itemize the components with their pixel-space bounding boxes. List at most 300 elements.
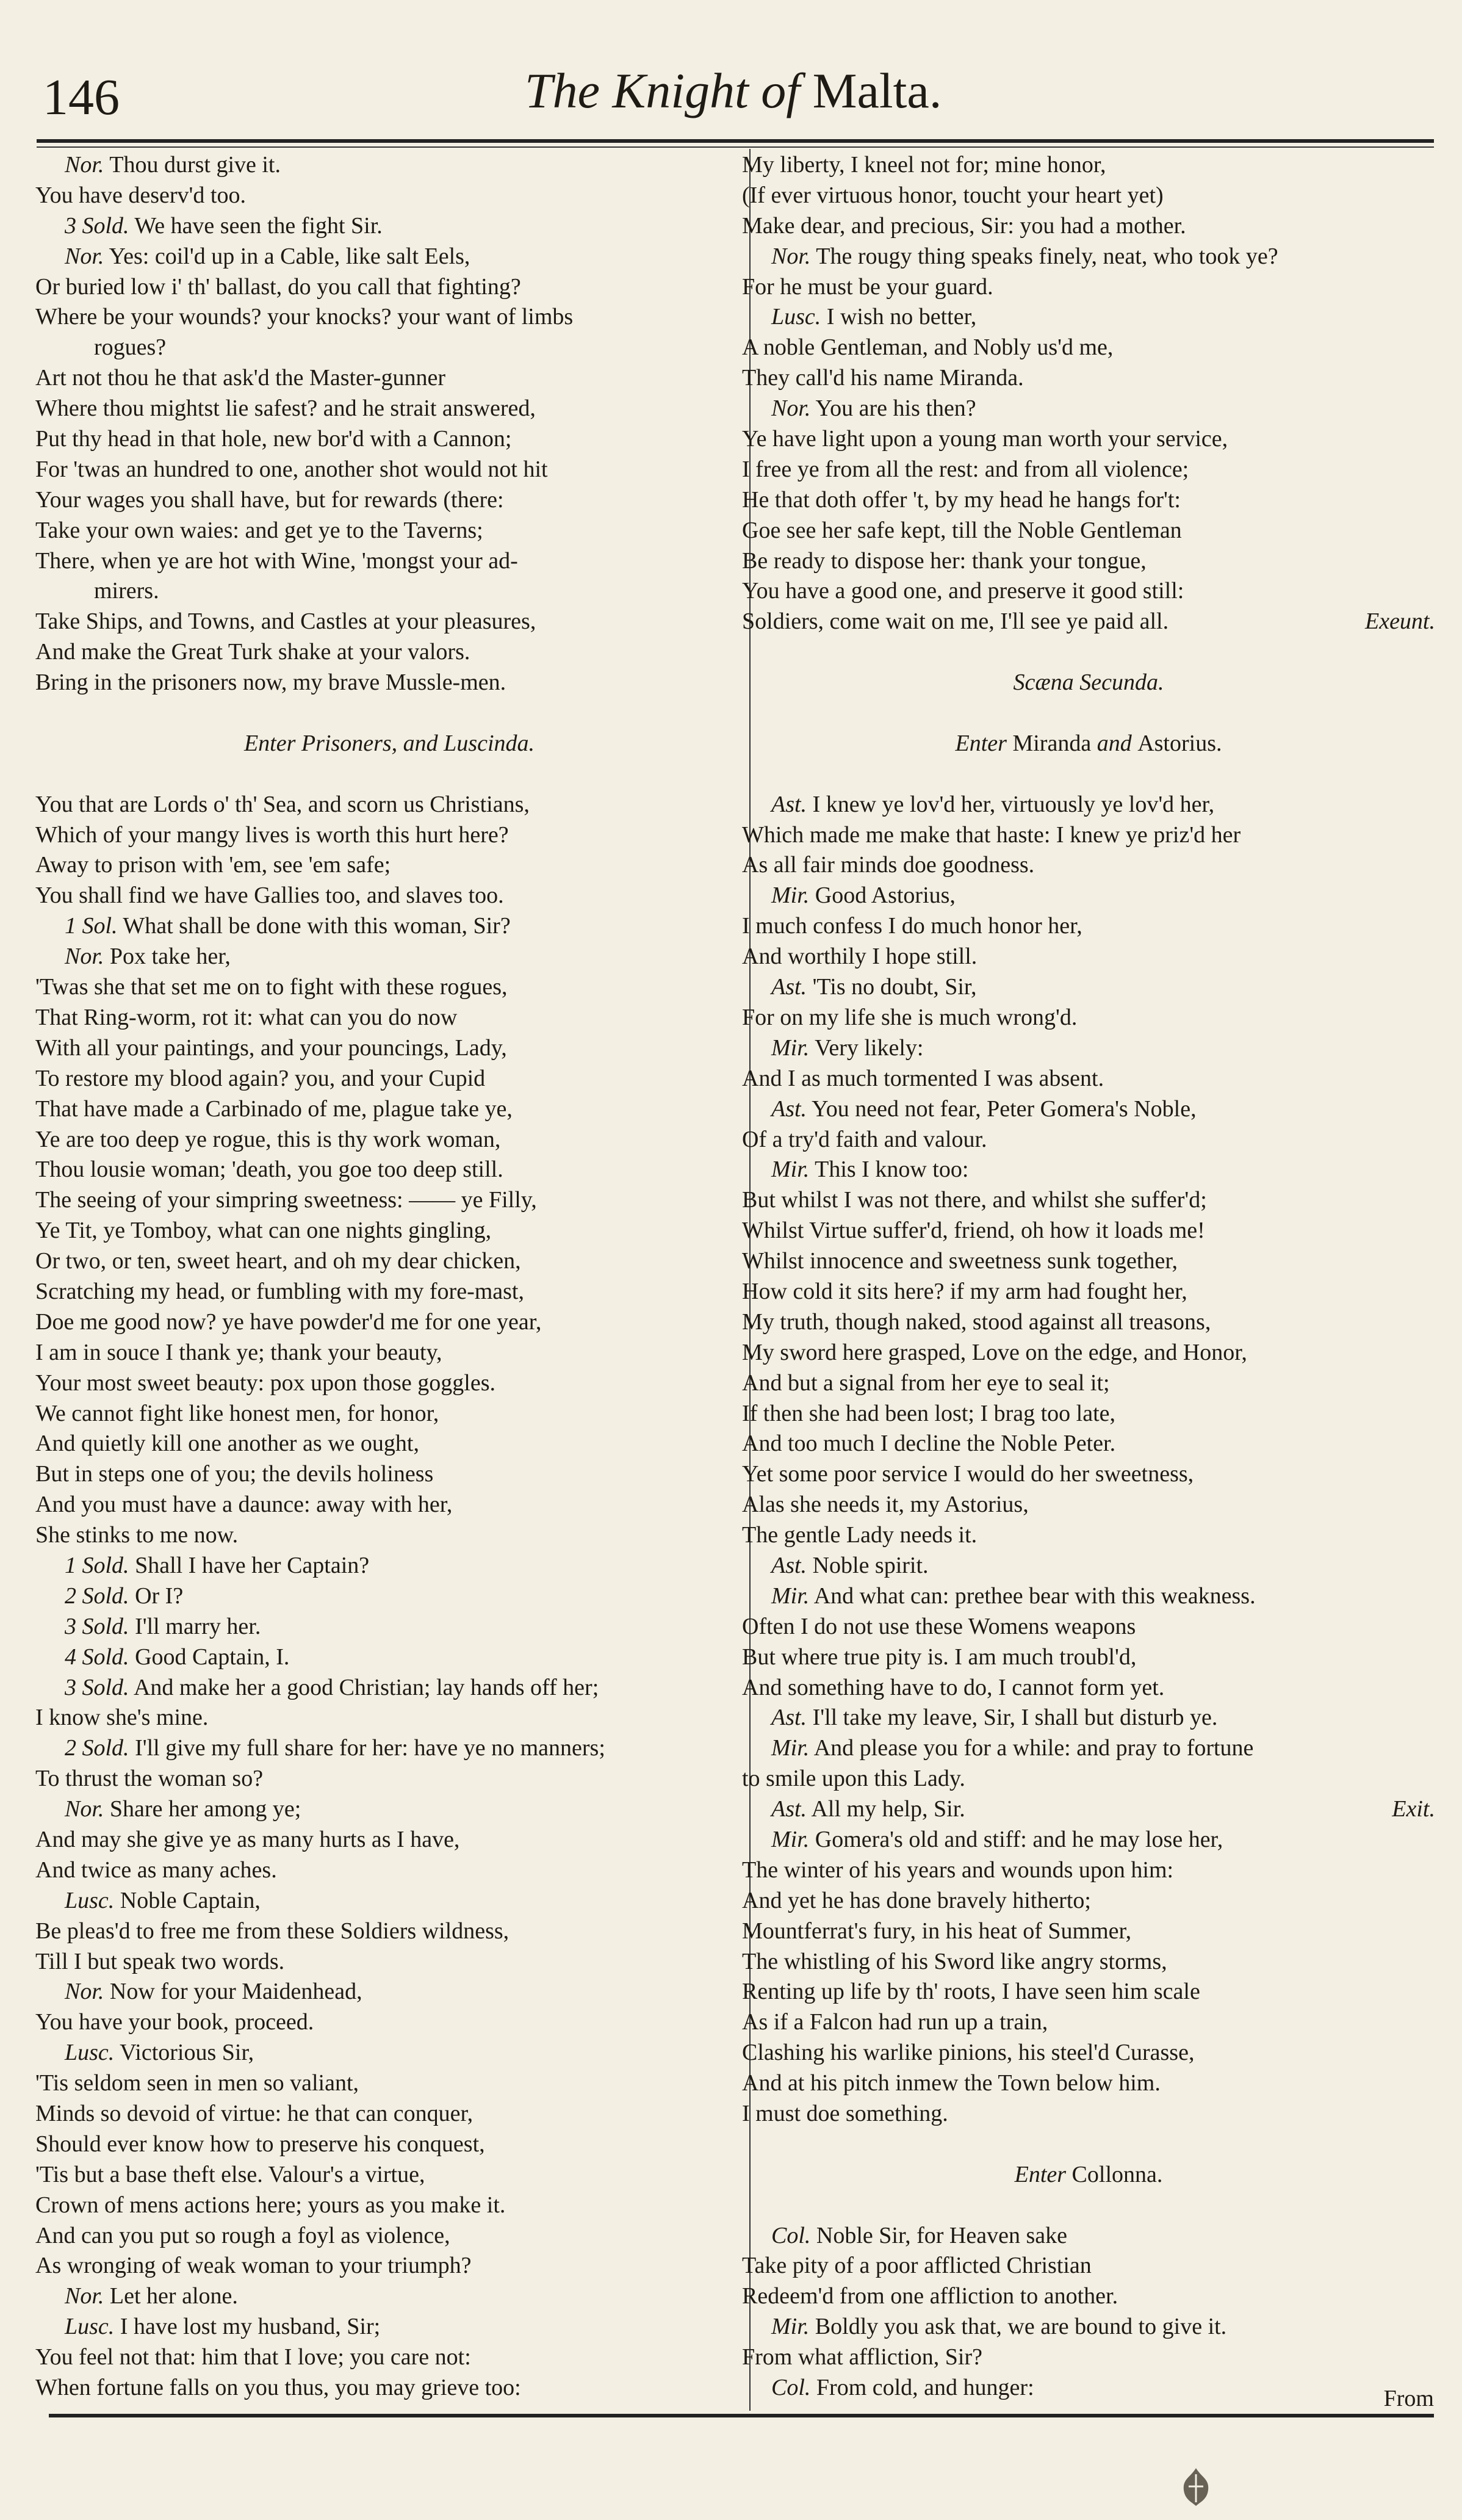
line-text: You have deserv'd too. [35, 182, 246, 208]
stage-direction-part: Enter [1014, 2161, 1072, 2187]
line-text: And something have to do, I cannot form yet. [742, 1674, 1165, 1700]
verse-line [742, 424, 1435, 455]
line-text: Share her among ye; [104, 1796, 301, 1822]
line-text: Now for your Maidenhead, [104, 1979, 362, 2005]
line-text: And yet he has done bravely hitherto; [742, 1887, 1091, 1913]
verse-line [35, 1855, 743, 1886]
line-text: You feel not that: him that I love; you care not: [35, 2344, 471, 2370]
line-text: Soldiers, come wait on me, I'll see ye paid all. [742, 608, 1169, 635]
blank-line [35, 698, 743, 729]
line-text: The gentle Lady needs it. [742, 1522, 978, 1548]
verse-line [35, 516, 743, 546]
line-text: Renting up life by th' roots, I have seen him scale [742, 1979, 1200, 2005]
line-text: To thrust the woman so? [35, 1766, 264, 1792]
verse-line [742, 1977, 1435, 2007]
verse-line [35, 790, 743, 820]
verse-line [35, 1459, 743, 1490]
verse-line [35, 2099, 743, 2129]
line-text: Boldly you ask that, we are bound to give it. [809, 2314, 1227, 2340]
stage-direction-part: Enter [955, 730, 1013, 756]
speech-line [35, 1551, 743, 1581]
line-text: But where true pity is. I am much troubl'd, [742, 1644, 1137, 1670]
speech-line [742, 1703, 1435, 1733]
line-text: That have made a Carbinado of me, plague take ye, [35, 1096, 513, 1122]
speaker-name: 2 Sold. [65, 1735, 129, 1761]
verse-line [35, 2221, 743, 2251]
verse-line [742, 150, 1435, 181]
line-text: As all fair minds doe goodness. [742, 852, 1035, 878]
line-text: You have your book, proceed. [35, 2009, 314, 2035]
line-text: The winter of his years and wounds upon him: [742, 1857, 1174, 1883]
verse-line [742, 1003, 1435, 1033]
line-text: Clashing his warlike pinions, his steel'd Curasse, [742, 2040, 1195, 2066]
line-text: You need not fear, Peter Gomera's Noble, [807, 1096, 1197, 1122]
line-text: I'll marry her. [129, 1613, 261, 1639]
verse-line [742, 1764, 1435, 1794]
line-text: She stinks to me now. [35, 1522, 239, 1548]
line-text: The seeing of your simpring sweetness: —— ye Filly, [35, 1187, 537, 1213]
verse-line [35, 850, 743, 881]
verse-line [742, 1185, 1435, 1216]
speech-line [742, 1551, 1435, 1581]
speech-line [742, 1581, 1435, 1612]
line-text: And please you for a while: and pray to fortune [809, 1735, 1254, 1761]
running-head [525, 63, 942, 118]
catchword: From [1383, 2386, 1434, 2411]
verse-line [742, 911, 1435, 942]
verse-line [35, 1003, 743, 1033]
verse-line [742, 272, 1435, 303]
line-text: 'Tis but a base theft else. Valour's a virtue, [35, 2161, 425, 2187]
stage-direction [35, 729, 743, 759]
speaker-name: Nor. [65, 243, 104, 269]
line-text: If then she had been lost; I brag too late, [742, 1400, 1116, 1426]
line-text: Noble Captain, [114, 1887, 261, 1913]
verse-line [35, 181, 743, 211]
speaker-name: Mir. [771, 2314, 810, 2340]
verse-line [35, 1246, 743, 1277]
line-text: This I know too: [809, 1157, 969, 1183]
line-text: From cold, and hunger: [810, 2375, 1034, 2401]
line-text: We cannot fight like honest men, for honor, [35, 1400, 439, 1426]
line-text: Minds so devoid of virtue: he that can conquer, [35, 2101, 474, 2126]
header-rule [37, 139, 1434, 143]
speech-line [742, 881, 1435, 911]
line-text: And I as much tormented I was absent. [742, 1065, 1104, 1091]
line-text: Very likely: [809, 1034, 924, 1061]
speaker-name: 3 Sold. [65, 1674, 129, 1700]
speaker-name: Ast. [771, 1552, 807, 1578]
verse-line [742, 1277, 1435, 1307]
verse-line [742, 942, 1435, 972]
line-text: And make the Great Turk shake at your valors. [35, 639, 470, 665]
printer-ornament [1178, 2466, 1214, 2508]
speech-line [35, 1794, 743, 1825]
speaker-name: Ast. [771, 1096, 807, 1122]
verse-line [35, 1429, 743, 1459]
verse-line [35, 333, 743, 363]
verse-line [742, 1246, 1435, 1277]
stage-direction [742, 729, 1435, 759]
line-text: Doe me good now? ye have powder'd me for one year, [35, 1309, 542, 1335]
speaker-name: Lusc. [65, 2040, 115, 2066]
speech-line [35, 942, 743, 972]
verse-line [742, 820, 1435, 851]
verse-line [35, 1490, 743, 1520]
line-text: That Ring-worm, rot it: what can you do now [35, 1004, 458, 1030]
line-text: Gomera's old and stiff: and he may lose her, [809, 1826, 1223, 1852]
verse-line [35, 1338, 743, 1368]
exit-direction: Exit. [1392, 1796, 1435, 1822]
line-text: rogues? [94, 334, 167, 361]
verse-line [742, 1642, 1435, 1673]
line-text: The whistling of his Sword like angry storms, [742, 1948, 1167, 1974]
line-text: Alas she needs it, my Astorius, [742, 1492, 1029, 1518]
line-text: to smile upon this Lady. [742, 1766, 965, 1792]
line-text: I much confess I do much honor her, [742, 913, 1082, 939]
blank-line [742, 698, 1435, 729]
verse-line [742, 1855, 1435, 1886]
verse-line [35, 2160, 743, 2190]
speaker-name: Nor. [65, 944, 104, 970]
verse-line [35, 1764, 743, 1794]
verse-line [742, 576, 1435, 607]
speaker-name: Mir. [771, 883, 810, 909]
line-text: Or I? [129, 1583, 184, 1609]
verse-line [35, 546, 743, 577]
line-text: Whilst Virtue suffer'd, friend, oh how it loads me! [742, 1218, 1205, 1244]
footer-rule [49, 2414, 1434, 2417]
speaker-name: Lusc. [65, 1887, 115, 1913]
verse-line [35, 2129, 743, 2160]
line-text: Whilst innocence and sweetness sunk together, [742, 1248, 1178, 1274]
verse-line [35, 2342, 743, 2373]
verse-line [35, 1947, 743, 1977]
speaker-name: Ast. [771, 974, 807, 1000]
verse-line [35, 1520, 743, 1551]
verse-line [35, 394, 743, 424]
verse-line [35, 2007, 743, 2038]
speech-line [35, 1886, 743, 1916]
line-text: My truth, though naked, stood against all treasons, [742, 1309, 1211, 1335]
line-text: For he must be your guard. [742, 273, 993, 300]
verse-line [35, 455, 743, 485]
line-text: I am in souce I thank ye; thank your beauty, [35, 1339, 442, 1365]
line-text: Shall I have her Captain? [129, 1552, 370, 1578]
verse-line [35, 607, 743, 637]
speech-line [742, 1825, 1435, 1855]
line-text: Ye are too deep ye rogue, this is thy work woman, [35, 1126, 501, 1152]
line-text: And at his pitch inmew the Town below him. [742, 2070, 1161, 2096]
line-text: I'll take my leave, Sir, I shall but disturb ye. [807, 1705, 1218, 1731]
line-text: Bring in the prisoners now, my brave Mussle-men. [35, 670, 506, 696]
line-text: Where be your wounds? your knocks? your want of limbs [35, 304, 574, 330]
speaker-name: Nor. [65, 2283, 104, 2309]
line-text: Good Captain, I. [129, 1644, 290, 1670]
stage-direction-part: Collonna. [1071, 2161, 1163, 2187]
speaker-name: 2 Sold. [65, 1583, 129, 1609]
speech-line [35, 1977, 743, 2007]
speech-line [35, 211, 743, 242]
verse-line [35, 424, 743, 455]
line-text: I know she's mine. [35, 1705, 209, 1731]
verse-line [35, 272, 743, 303]
line-text: Let her alone. [104, 2283, 238, 2309]
line-text: But in steps one of you; the devils holiness [35, 1461, 434, 1487]
speech-line [35, 1642, 743, 1673]
line-text: Your wages you shall have, but for rewards (there: [35, 486, 504, 513]
line-text: Put thy head in that hole, new bor'd with a Cannon; [35, 426, 512, 452]
line-text: My sword here grasped, Love on the edge, and Honor, [742, 1339, 1247, 1365]
speaker-name: Col. [771, 2222, 811, 2248]
line-text: Or two, or ten, sweet heart, and oh my dear chicken, [35, 1248, 521, 1274]
verse-line [742, 1338, 1435, 1368]
speaker-name: Lusc. [65, 2314, 115, 2340]
line-text: Take your own waies: and get ye to the Taverns; [35, 517, 483, 543]
line-text: We have seen the fight Sir. [129, 212, 383, 239]
verse-line [742, 1064, 1435, 1094]
line-text: As wronging of weak woman to your triumph? [35, 2253, 472, 2279]
blank-line [742, 2129, 1435, 2160]
speaker-name: Ast. [771, 1796, 807, 1822]
speech-line [35, 1733, 743, 1764]
line-text: Of a try'd faith and valour. [742, 1126, 987, 1152]
speaker-name: Nor. [65, 1979, 104, 2005]
line-text: I have lost my husband, Sir; [114, 2314, 381, 2340]
line-text: He that doth offer 't, by my head he hangs for't: [742, 486, 1181, 513]
verse-line [742, 211, 1435, 242]
line-text: Your most sweet beauty: pox upon those goggles. [35, 1370, 495, 1396]
line-text: Goe see her safe kept, till the Noble Gentleman [742, 517, 1182, 543]
left-column [35, 150, 743, 2403]
line-text: And can you put so rough a foyl as violence, [35, 2222, 450, 2248]
speech-line [35, 1673, 743, 1703]
speech-line [742, 394, 1435, 424]
speaker-name: Mir. [771, 1157, 810, 1183]
line-text: Often I do not use these Womens weapons [742, 1613, 1136, 1639]
verse-line [742, 333, 1435, 363]
verse-line [742, 2099, 1435, 2129]
speech-line [35, 1612, 743, 1642]
running-head-the: The [525, 63, 613, 118]
speech-line [742, 2373, 1435, 2403]
line-text: Redeem'd from one affliction to another. [742, 2283, 1118, 2309]
verse-line [35, 576, 743, 607]
line-text: And quietly kill one another as we ought, [35, 1431, 419, 1457]
line-text: Ye Tit, ye Tomboy, what can one nights gingling, [35, 1218, 492, 1244]
line-text: Which of your mangy lives is worth this hurt here? [35, 821, 509, 848]
line-text: There, when ye are hot with Wine, 'mongst your ad- [35, 547, 518, 574]
running-head-knight: Knight [612, 63, 749, 118]
line-text: And make her a good Christian; lay hands off her; [129, 1674, 599, 1700]
line-text: Noble Sir, for Heaven sake [810, 2222, 1067, 2248]
verse-line [35, 820, 743, 851]
line-text: Crown of mens actions here; yours as you make it. [35, 2192, 506, 2218]
line-text: I free ye from all the rest: and from all violence; [742, 456, 1189, 482]
stage-direction [742, 668, 1435, 698]
speech-line [35, 2312, 743, 2342]
verse-line [742, 363, 1435, 394]
stage-direction-part: Astorius. [1137, 730, 1222, 756]
line-text: Till I but speak two words. [35, 1948, 285, 1974]
speech-line [742, 302, 1435, 333]
line-text: With all your paintings, and your pouncings, Lady, [35, 1034, 507, 1061]
verse-line [35, 1064, 743, 1094]
verse-line [742, 2038, 1435, 2068]
speaker-name: Ast. [771, 1705, 807, 1731]
verse-line [35, 1307, 743, 1338]
verse-line [35, 302, 743, 333]
verse-line [35, 1277, 743, 1307]
speaker-name: Col. [771, 2375, 811, 2401]
verse-line [742, 2251, 1435, 2281]
line-text: Mountferrat's fury, in his heat of Summer, [742, 1918, 1132, 1944]
speech-line [742, 2312, 1435, 2342]
verse-line [742, 1399, 1435, 1429]
stage-direction-part: Scæna Secunda. [1013, 670, 1164, 696]
line-text: And you must have a daunce: away with her, [35, 1492, 453, 1518]
speaker-name: Nor. [65, 1796, 104, 1822]
line-text: mirers. [94, 578, 159, 604]
line-text: You have a good one, and preserve it good still: [742, 578, 1184, 604]
verse-line [35, 1703, 743, 1733]
line-text: Which made me make that haste: I knew ye priz'd her [742, 821, 1241, 848]
speech-line [35, 1581, 743, 1612]
line-text: For on my life she is much wrong'd. [742, 1004, 1078, 1030]
line-text: Be ready to dispose her: thank your tongue, [742, 547, 1147, 574]
line-text: Away to prison with 'em, see 'em safe; [35, 852, 391, 878]
speech-line [742, 790, 1435, 820]
speaker-name: 3 Sold. [65, 1613, 129, 1639]
speaker-name: Mir. [771, 1583, 810, 1609]
verse-line [742, 1886, 1435, 1916]
line-text: And too much I decline the Noble Peter. [742, 1431, 1116, 1457]
verse-line [742, 1673, 1435, 1703]
line-text: 'Tis seldom seen in men so valiant, [35, 2070, 359, 2096]
speaker-name: 1 Sol. [65, 913, 118, 939]
verse-line [742, 2281, 1435, 2312]
verse-line [742, 546, 1435, 577]
line-text: Be pleas'd to free me from these Soldiers wildness, [35, 1918, 510, 1944]
line-text: They call'd his name Miranda. [742, 365, 1024, 391]
speaker-name: Nor. [65, 152, 104, 178]
verse-line [35, 2190, 743, 2221]
speech-line [742, 972, 1435, 1003]
line-text: Art not thou he that ask'd the Master-gunner [35, 365, 445, 391]
verse-line [742, 1520, 1435, 1551]
speech-line [742, 1733, 1435, 1764]
speaker-name: 1 Sold. [65, 1552, 129, 1578]
line-text: Where thou mightst lie safest? and he strait answered, [35, 395, 536, 422]
speaker-name: Mir. [771, 1826, 810, 1852]
running-head-of: of [748, 63, 813, 118]
speaker-name: Nor. [771, 395, 811, 422]
verse-line [742, 1368, 1435, 1399]
speaker-name: Lusc. [771, 304, 821, 330]
line-text: Yes: coil'd up in a Cable, like salt Eels, [104, 243, 470, 269]
verse-line [742, 485, 1435, 516]
verse-line [35, 1094, 743, 1125]
right-column [742, 150, 1435, 2403]
speaker-name: Nor. [771, 243, 811, 269]
verse-line [742, 2068, 1435, 2099]
verse-line [35, 485, 743, 516]
line-text: And worthily I hope still. [742, 944, 978, 970]
line-text: I knew ye lov'd her, virtuously ye lov'd her, [807, 791, 1215, 817]
speaker-name: Mir. [771, 1034, 810, 1061]
line-text: My liberty, I kneel not for; mine honor, [742, 152, 1106, 178]
verse-line [742, 181, 1435, 211]
verse-line [35, 2068, 743, 2099]
line-text: Ye have light upon a young man worth your service, [742, 426, 1228, 452]
running-head-malta: Malta. [812, 63, 942, 118]
line-text: You shall find we have Gallies too, and slaves too. [35, 883, 504, 909]
line-text: As if a Falcon had run up a train, [742, 2009, 1048, 2035]
line-text: When fortune falls on you thus, you may grieve too: [35, 2375, 521, 2401]
speech-line [742, 1094, 1435, 1125]
verse-line [742, 1459, 1435, 1490]
speaker-name: 3 Sold. [65, 212, 129, 239]
verse-line [742, 2007, 1435, 2038]
verse-line [35, 1125, 743, 1155]
verse-line [35, 1368, 743, 1399]
stage-direction [742, 2160, 1435, 2190]
line-text: Or buried low i' th' ballast, do you call that fighting? [35, 273, 521, 300]
verse-line [35, 1155, 743, 1185]
line-text: From what affliction, Sir? [742, 2344, 983, 2370]
verse-line [35, 1825, 743, 1855]
verse-line [35, 881, 743, 911]
speech-line [742, 1155, 1435, 1185]
blank-line [35, 759, 743, 790]
line-text: Make dear, and precious, Sir: you had a mother. [742, 212, 1186, 239]
speaker-name: 4 Sold. [65, 1644, 129, 1670]
line-text: And twice as many aches. [35, 1857, 277, 1883]
line-text: You are his then? [810, 395, 976, 422]
header-rule-thin [37, 146, 1434, 148]
speech-line [35, 911, 743, 942]
line-text: You that are Lords o' th' Sea, and scorn us Christians, [35, 791, 530, 817]
line-text: 'Tis no doubt, Sir, [807, 974, 977, 1000]
verse-line [742, 1429, 1435, 1459]
line-text: I wish no better, [821, 304, 977, 330]
verse-line [742, 1490, 1435, 1520]
verse-line [742, 1216, 1435, 1246]
verse-line [742, 516, 1435, 546]
line-text: Victorious Sir, [114, 2040, 254, 2066]
blank-line [742, 637, 1435, 668]
stage-direction-part: Prisoners, and Luscinda. [301, 730, 535, 756]
verse-line [35, 1399, 743, 1429]
line-text: Pox take her, [104, 944, 231, 970]
line-text: How cold it sits here? if my arm had fought her, [742, 1278, 1187, 1304]
verse-line [35, 1185, 743, 1216]
stage-direction-part: and [1091, 730, 1138, 756]
verse-line [35, 1033, 743, 1064]
speech-line [742, 2221, 1435, 2251]
blank-line [742, 2190, 1435, 2221]
verse-line [742, 2342, 1435, 2373]
verse-line [742, 1612, 1435, 1642]
verse-line [35, 637, 743, 668]
line-text: Take Ships, and Towns, and Castles at your pleasures, [35, 608, 536, 635]
line-text: (If ever virtuous honor, toucht your heart yet) [742, 182, 1164, 208]
speech-line [35, 2281, 743, 2312]
line-text: The rougy thing speaks finely, neat, who took ye? [810, 243, 1278, 269]
line-text: But whilst I was not there, and whilst she suffer'd; [742, 1187, 1207, 1213]
line-text: What shall be done with this woman, Sir? [117, 913, 511, 939]
verse-line [35, 668, 743, 698]
